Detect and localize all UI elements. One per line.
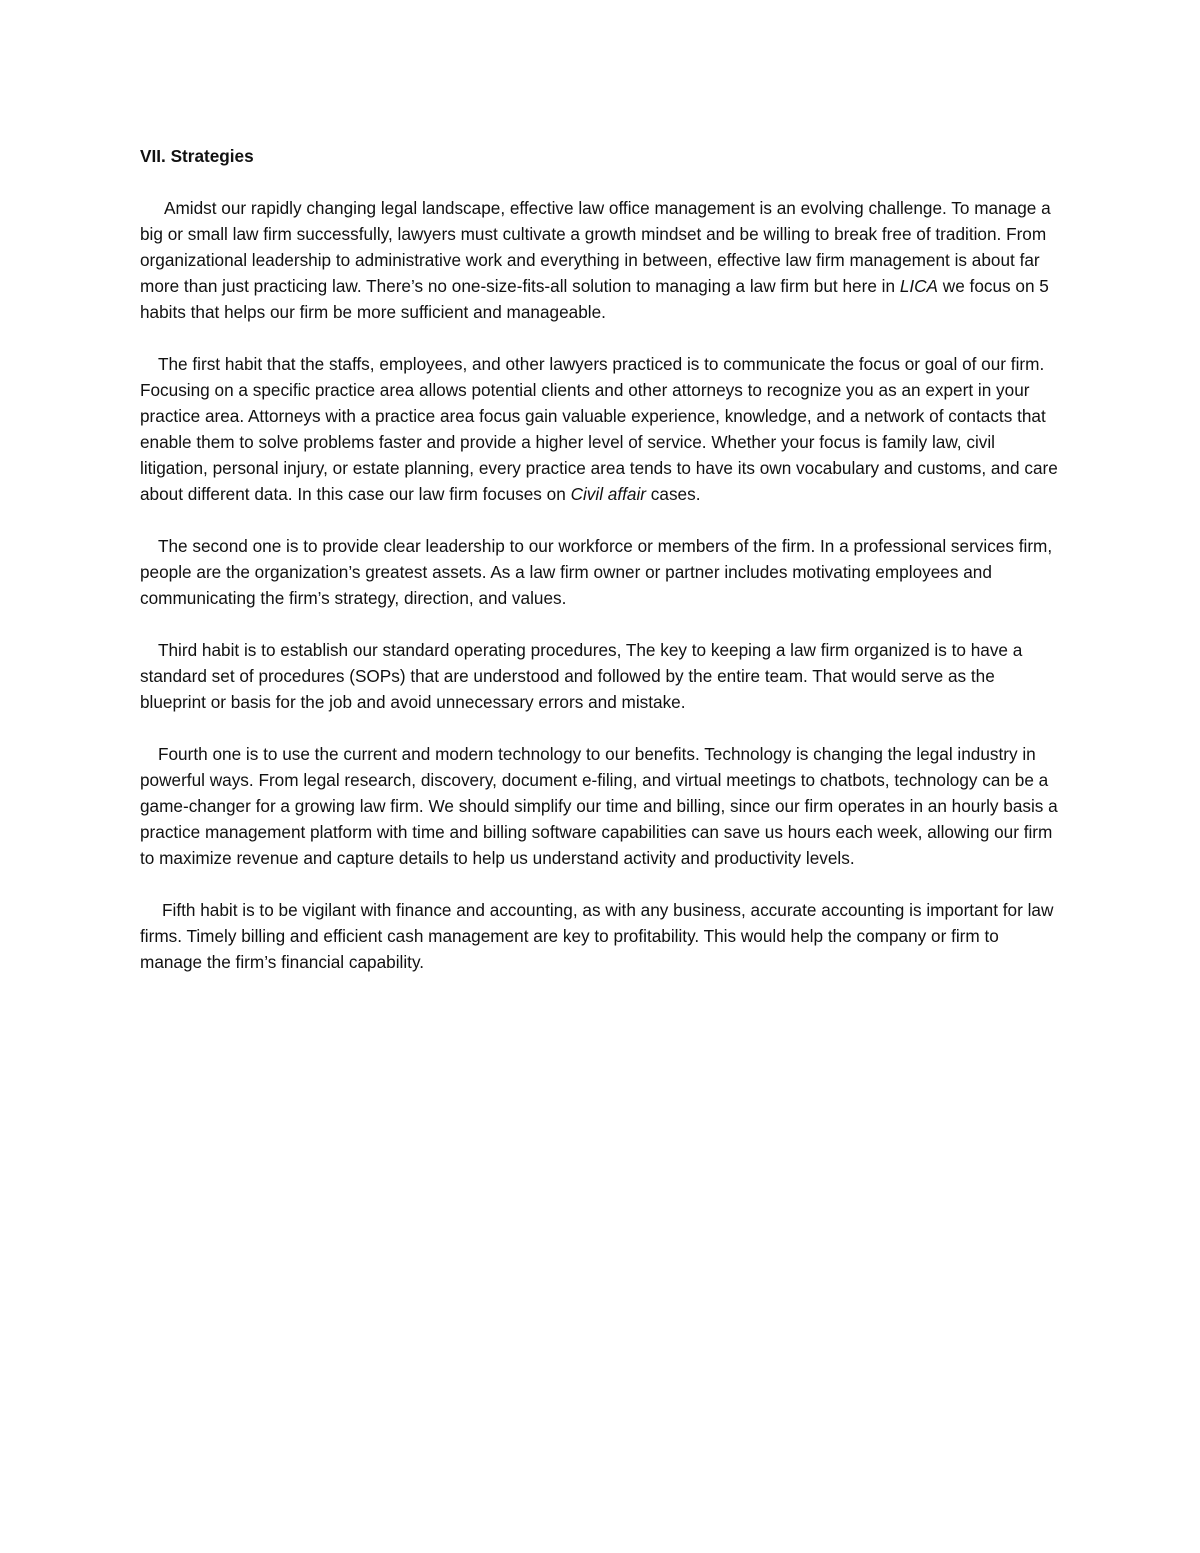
paragraph-third-habit: Third habit is to establish our standard operating procedures, The key to keeping a law firm organized is to have a standard set of procedures (SOPs) that are understood and followed by the entire team. That would serve as the blueprint or basis for the job and avoid unnecessary errors and mistake. xyxy=(140,640,1023,712)
paragraph-fifth-habit: Fifth habit is to be vigilant with finance and accounting, as with any business, accurate accounting is important for law firms. Timely billing and efficient cash management are key to profitability. This would help the company or firm to manage the firm’s financial capability. xyxy=(140,900,1054,972)
paragraph-second-habit: The second one is to provide clear leadership to our workforce or members of the firm. In a professional services firm, people are the organization’s greatest assets. As a law firm owner or partner includes motivating employees and communicating the firm’s strategy, direction, and values. xyxy=(140,536,1053,608)
practice-area-emphasis: Civil affair xyxy=(570,484,647,504)
paragraph-intro-text-2: we focus on 5 habits that helps our firm be more sufficient and manageable. xyxy=(140,276,1049,322)
firm-name-emphasis: LICA xyxy=(899,276,939,296)
paragraph-first-habit-text-2: cases. xyxy=(646,484,701,504)
document-body xyxy=(140,143,1060,1001)
paragraph-first-habit xyxy=(140,351,1060,507)
section-heading: VII. Strategies xyxy=(140,146,254,166)
paragraph-first-habit-text-1: The first habit that the staffs, employees, and other lawyers practiced is to communicate the focus or goal of our firm. Focusing on a specific practice area allows potential clients and other attorneys to recognize you as an expert in your practice area. Attorneys with a practice area focus gain valuable experience, knowledge, and a network of contacts that enable them to solve problems faster and provide a higher level of service. Whether your focus is family law, civil litigation, personal injury, or estate planning, every practice area tends to have its own vocabulary and customs, and care about different data. In this case our law firm focuses on xyxy=(140,354,1058,504)
paragraph-fourth-habit: Fourth one is to use the current and modern technology to our benefits. Technology is changing the legal industry in powerful ways. From legal research, discovery, document e-filing, and virtual meetings to chatbots, technology can be a game-changer for a growing law firm. We should simplify our time and billing, since our firm operates in an hourly basis a practice management platform with time and billing software capabilities can save us hours each week, allowing our firm to maximize revenue and capture details to help us understand activity and productivity levels. xyxy=(140,744,1058,868)
paragraph-intro xyxy=(140,195,1060,325)
paragraph-intro-text-1: Amidst our rapidly changing legal landscape, effective law office management is an evolving challenge. To manage a big or small law firm successfully, lawyers must cultivate a growth mindset and be willing to break free of tradition. From organizational leadership to administrative work and everything in between, effective law firm management is about far more than just practicing law. There’s no one-size-fits-all solution to managing a law firm but here in xyxy=(140,198,1051,296)
